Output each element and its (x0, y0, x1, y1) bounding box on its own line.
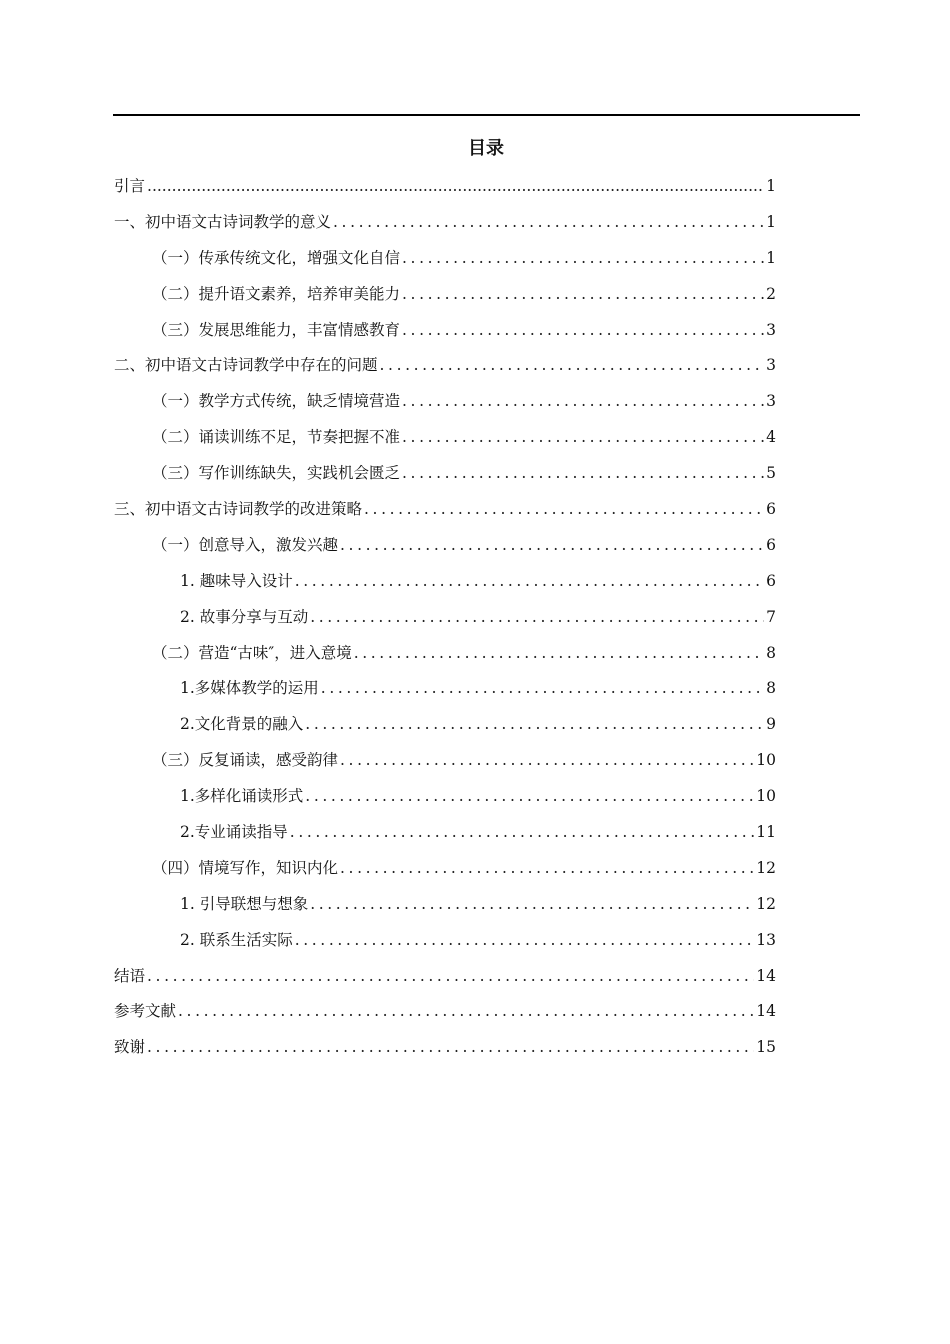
toc-page-number: 1 (766, 212, 776, 231)
toc-entry[interactable] (114, 962, 776, 998)
toc-entry[interactable] (114, 1033, 776, 1069)
toc-entry[interactable] (114, 495, 776, 531)
toc-dot-leader (402, 316, 764, 344)
toc-entry-title: 2. 联系生活实际 (180, 930, 293, 949)
toc-entry[interactable] (114, 567, 776, 603)
toc-page-number: 1 (766, 177, 776, 195)
toc-entry-title: （一）教学方式传统，缺乏情境营造 (152, 392, 401, 411)
toc-page-number: 8 (766, 643, 776, 662)
toc-entry-title: （二）提升语文素养，培养审美能力 (152, 284, 401, 303)
toc-page-number: 11 (756, 823, 776, 842)
toc-dot-leader (402, 244, 764, 272)
toc-entry[interactable] (114, 244, 776, 280)
toc-page-number: 7 (766, 607, 776, 626)
toc-entry-title: （三）反复诵读，感受韵律 (152, 751, 339, 770)
toc-dot-leader (340, 531, 764, 559)
toc-entry-title: 1. 引导联想与想象 (180, 894, 309, 913)
toc-entry-title: 1.多样化诵读形式 (180, 787, 304, 806)
toc-dot-leader (305, 782, 754, 810)
toc-entry[interactable] (114, 710, 776, 746)
toc-page-number: 12 (756, 894, 776, 913)
toc-page-number: 10 (756, 751, 776, 770)
toc-entry[interactable] (114, 531, 776, 567)
toc-entry-title: 2.文化背景的融入 (180, 715, 304, 734)
toc-page-number: 2 (766, 284, 776, 303)
toc-page-number: 13 (756, 930, 776, 949)
toc-entry-title: 引言 (114, 177, 146, 195)
toc-dot-leader (147, 1033, 754, 1061)
toc-dot-leader (305, 710, 764, 738)
toc-entry-title: （三）写作训练缺失，实践机会匮乏 (152, 464, 401, 483)
toc-entry[interactable] (114, 459, 776, 495)
toc-entry-title: 结语 (114, 966, 146, 985)
toc-page-number: 12 (756, 858, 776, 877)
toc-entry[interactable] (114, 639, 776, 675)
header-rule (113, 114, 860, 116)
toc-entry[interactable] (114, 172, 776, 208)
toc-entry[interactable] (114, 746, 776, 782)
toc-entry-title: 1.多媒体教学的运用 (180, 679, 319, 698)
toc-entry-title: 2.专业诵读指导 (180, 823, 288, 842)
toc-dot-leader (147, 962, 754, 990)
toc-entry-title: 2. 故事分享与互动 (180, 607, 309, 626)
toc-page-number: 8 (766, 679, 776, 698)
toc-page-number: 10 (756, 787, 776, 806)
toc-entry[interactable] (114, 603, 776, 639)
toc-dot-leader (295, 567, 764, 595)
toc-page-number: 14 (756, 1002, 776, 1021)
toc-dot-leader (364, 495, 764, 523)
toc-dot-leader (310, 890, 754, 918)
toc-dot-leader (380, 351, 765, 379)
toc-dot-leader (147, 172, 764, 200)
toc-entry-title: 一、初中语文古诗词教学的意义 (114, 212, 332, 231)
toc-dot-leader (295, 926, 755, 954)
toc-entry-title: （一）传承传统文化，增强文化自信 (152, 248, 401, 267)
toc-page-number: 3 (766, 392, 776, 411)
toc-entry[interactable] (114, 280, 776, 316)
toc-title: 目录 (468, 138, 504, 159)
toc-entry[interactable] (114, 674, 776, 710)
toc-dot-leader (340, 854, 754, 882)
toc-entry[interactable] (114, 890, 776, 926)
toc-dot-leader (402, 459, 764, 487)
toc-page-number: 3 (766, 356, 776, 375)
toc-dot-leader (321, 674, 764, 702)
toc-dot-leader (354, 639, 764, 667)
toc-dot-leader (290, 818, 754, 846)
toc-page-number: 6 (766, 571, 776, 590)
toc-page-number: 1 (766, 248, 776, 267)
toc-dot-leader (402, 387, 764, 415)
toc-entry[interactable] (114, 316, 776, 352)
toc-dot-leader (340, 746, 754, 774)
toc-dot-leader (333, 208, 764, 236)
toc-entry-title: 致谢 (114, 1038, 146, 1057)
toc-dot-leader (310, 603, 764, 631)
toc-entry-title: 1. 趣味导入设计 (180, 571, 293, 590)
toc-entry[interactable] (114, 208, 776, 244)
table-of-contents (114, 172, 776, 1069)
toc-entry-title: （一）创意导入，激发兴趣 (152, 535, 339, 554)
toc-entry-title: （三）发展思维能力，丰富情感教育 (152, 320, 401, 339)
toc-page-number: 14 (756, 966, 776, 985)
toc-page-number: 9 (766, 715, 776, 734)
toc-entry[interactable] (114, 782, 776, 818)
toc-dot-leader (402, 280, 764, 308)
toc-entry-title: （四）情境写作，知识内化 (152, 858, 339, 877)
toc-entry-title: 三、初中语文古诗词教学的改进策略 (114, 500, 363, 519)
toc-page-number: 6 (766, 500, 776, 519)
toc-entry-title: （二）诵读训练不足，节奏把握不准 (152, 428, 401, 447)
toc-page-number: 15 (756, 1038, 776, 1057)
toc-entry-title: （二）营造“古味″，进入意境 (152, 643, 352, 662)
toc-entry[interactable] (114, 351, 776, 387)
toc-page-number: 4 (766, 428, 776, 447)
toc-entry[interactable] (114, 997, 776, 1033)
toc-page-number: 6 (766, 535, 776, 554)
toc-page-number: 5 (766, 464, 776, 483)
toc-entry-title: 二、初中语文古诗词教学中存在的问题 (114, 356, 378, 375)
toc-entry[interactable] (114, 926, 776, 962)
toc-entry[interactable] (114, 818, 776, 854)
toc-entry-title: 参考文献 (114, 1002, 177, 1021)
toc-page-number: 3 (766, 320, 776, 339)
toc-entry[interactable] (114, 423, 776, 459)
toc-dot-leader (402, 423, 764, 451)
toc-entry[interactable] (114, 387, 776, 423)
toc-dot-leader (178, 997, 754, 1025)
toc-entry[interactable] (114, 854, 776, 890)
